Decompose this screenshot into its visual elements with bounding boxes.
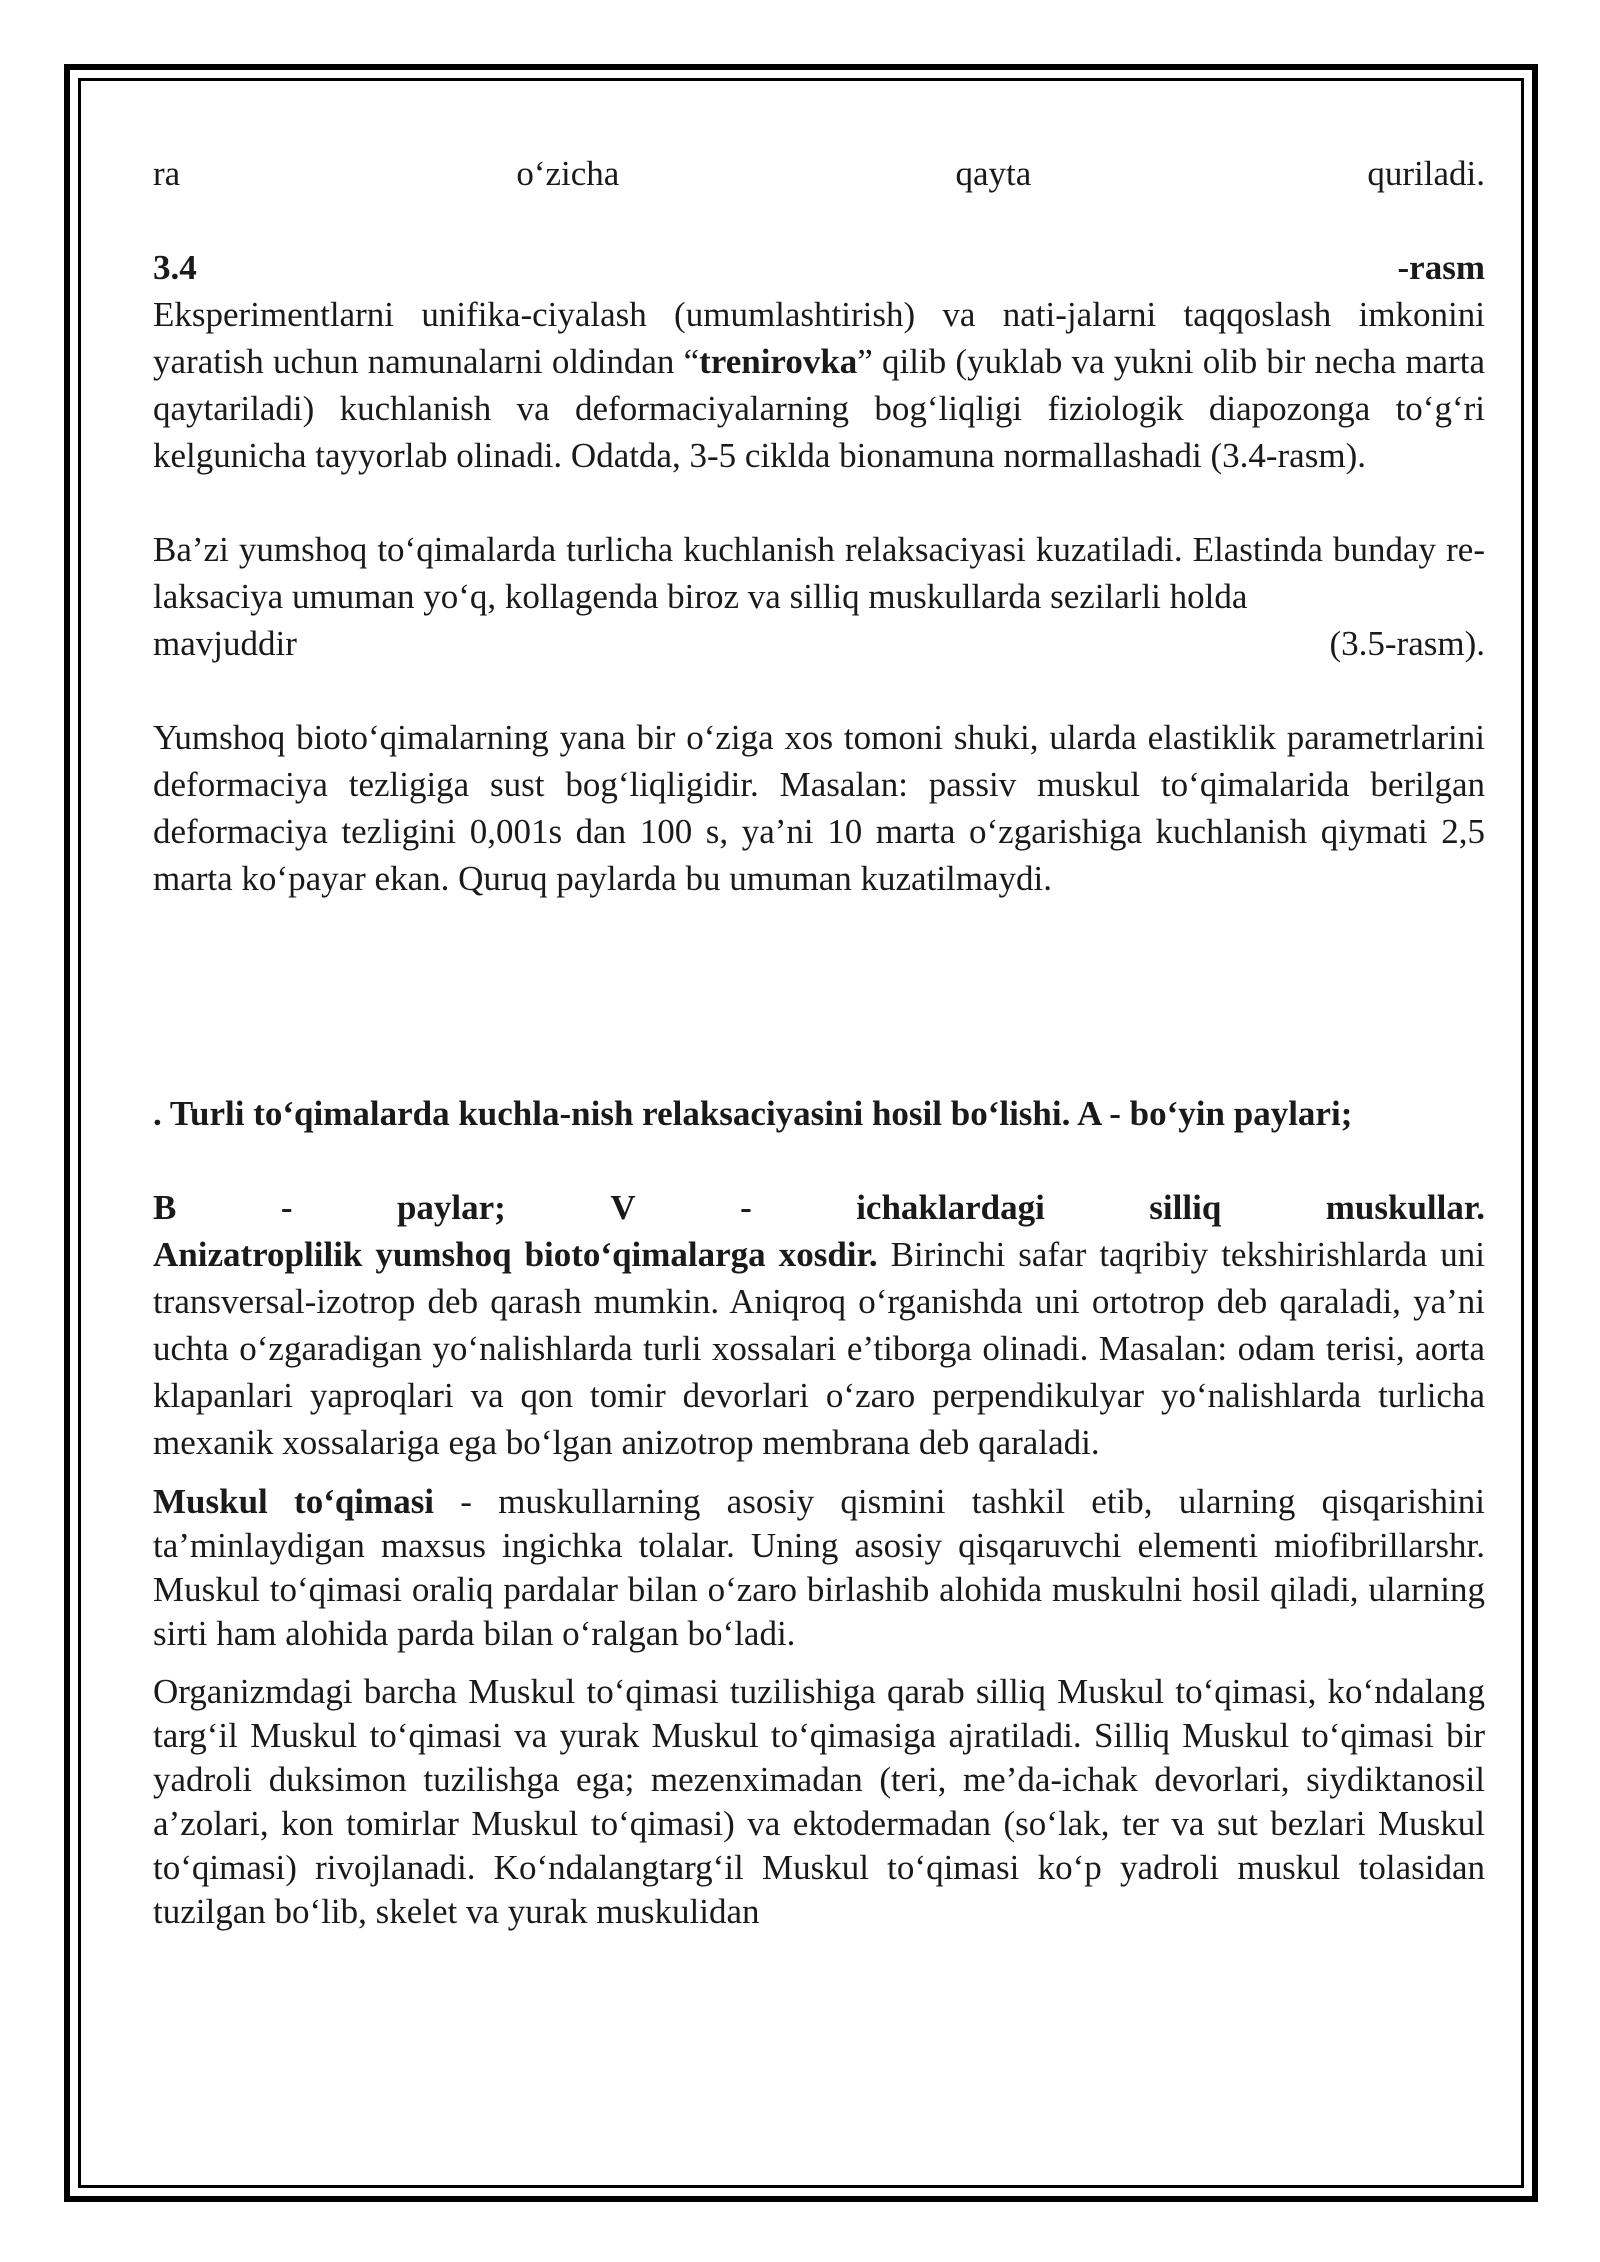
figure-suffix: -rasm xyxy=(1397,248,1485,287)
paragraph-experiments: Eksperimentlarni unifika-ciyalash (umumlashtirish) va nati-jalarni taqqoslash imkonini yaratish uchun namunalarni oldindan “trenirovka” qilib (yuklab va yukni olib bir necha marta qaytariladi) kuchlanish va deformaciyalarning bog‘liqligi fiziologik diapozonga to‘g‘ri kelgunicha tayyorlab olinadi. Odatda, 3-5 ciklda bionamuna normallashadi (3.4-rasm). xyxy=(153,295,1485,475)
paragraph-muscle-tissue: Muskul to‘qimasi - muskullarning asosiy qismini tashkil etib, ularning qisqarishini ta’minlaydigan maxsus ingichka tolalar. Uning asosiy qisqaruvchi elementi miofibrillarshr. Muskul to‘qimasi oraliq pardalar bilan o‘zaro birlashib alohida muskulni hosil qiladi, ularning sirti ham alohida parda bilan o‘ralgan bo‘ladi. xyxy=(153,1482,1486,1653)
word: quriladi. xyxy=(1367,154,1485,193)
word: qayta xyxy=(955,154,1032,193)
paragraph-organism: Organizmdagi barcha Muskul to‘qimasi tuzilishiga qarab silliq Muskul to‘qimasi, ko‘ndalang targ‘il Muskul to‘qimasi va yurak Muskul to‘qimasiga ajratiladi. Silliq Muskul to‘qimasi bir yadroli duksimon tuzilishga ega; mezenximadan (teri, me’da-ichak devorlari, siydiktanosil a’zolari, kon tomirlar Muskul to‘qimasi) va ektodermadan (so‘lak, ter va sut bezlari Muskul to‘qimasi) rivojlanadi. Ko‘ndalangtarg‘il Muskul to‘qimasi ko‘p yadroli muskul tolasidan tuzilgan bo‘lib, skelet va yurak muskulidan xyxy=(153,1672,1485,1931)
word: ra xyxy=(153,154,181,193)
word: o‘zicha xyxy=(516,154,620,193)
figure-label-3-4 xyxy=(153,244,1485,291)
paragraph-relaxation: Ba’zi yumshoq to‘qimalarda turlicha kuchlanish relaksaciyasi kuzatiladi. Elastinda bunday re-laksaciya umuman yo‘q, kollagenda biroz va silliq muskullarda sezilarli holda xyxy=(153,530,1485,616)
paragraph-soft-tissue: Yumshoq bioto‘qimalarning yana bir o‘ziga xos tomoni shuki, ularda elastiklik parametrlarini deformaciya tezligiga sust bog‘liqligidir. Masalan: passiv muskul to‘qimalarida berilgan deformaciya tezligini 0,001s dan 100 s, ya’ni 10 marta o‘zgarishiga kuchlanish qiymati 2,5 marta ko‘payar ekan. Quruq paylarda bu umuman kuzatilmaydi. xyxy=(153,718,1485,898)
figure-number: 3.4 xyxy=(153,248,197,287)
figure-caption-line2: B - paylar; V - ichaklardagi silliq muskullar. xyxy=(153,1188,1485,1227)
figure-caption: . Turli to‘qimalarda kuchla-nish relaksaciyasini hosil bo‘lishi. A - bo‘yin paylari; xyxy=(153,1094,1353,1133)
paragraph-anisotropy: Anizatroplilik yumshoq bioto‘qimalarga xosdir. Birinchi safar taqribiy tekshirishlarda uni transversal-izotrop deb qarash mumkin. Aniqroq o‘rganishda uni ortotrop deb qaraladi, ya’ni uchta o‘zgaradigan yo‘nalishlarda turli xossalari e’tiborga olinadi. Masalan: odam terisi, aorta klapanlari yaproqlari va qon tomir devorlari o‘zaro perpendikulyar yo‘nalishlarda turlicha mexanik xossalariga ega bo‘lgan anizotrop membrana deb qaraladi. xyxy=(153,1235,1485,1462)
continuation-line xyxy=(153,150,1485,197)
document-body xyxy=(153,150,1485,1934)
paragraph-relaxation-last-line: mavjuddir (3.5-rasm). xyxy=(153,624,1485,663)
